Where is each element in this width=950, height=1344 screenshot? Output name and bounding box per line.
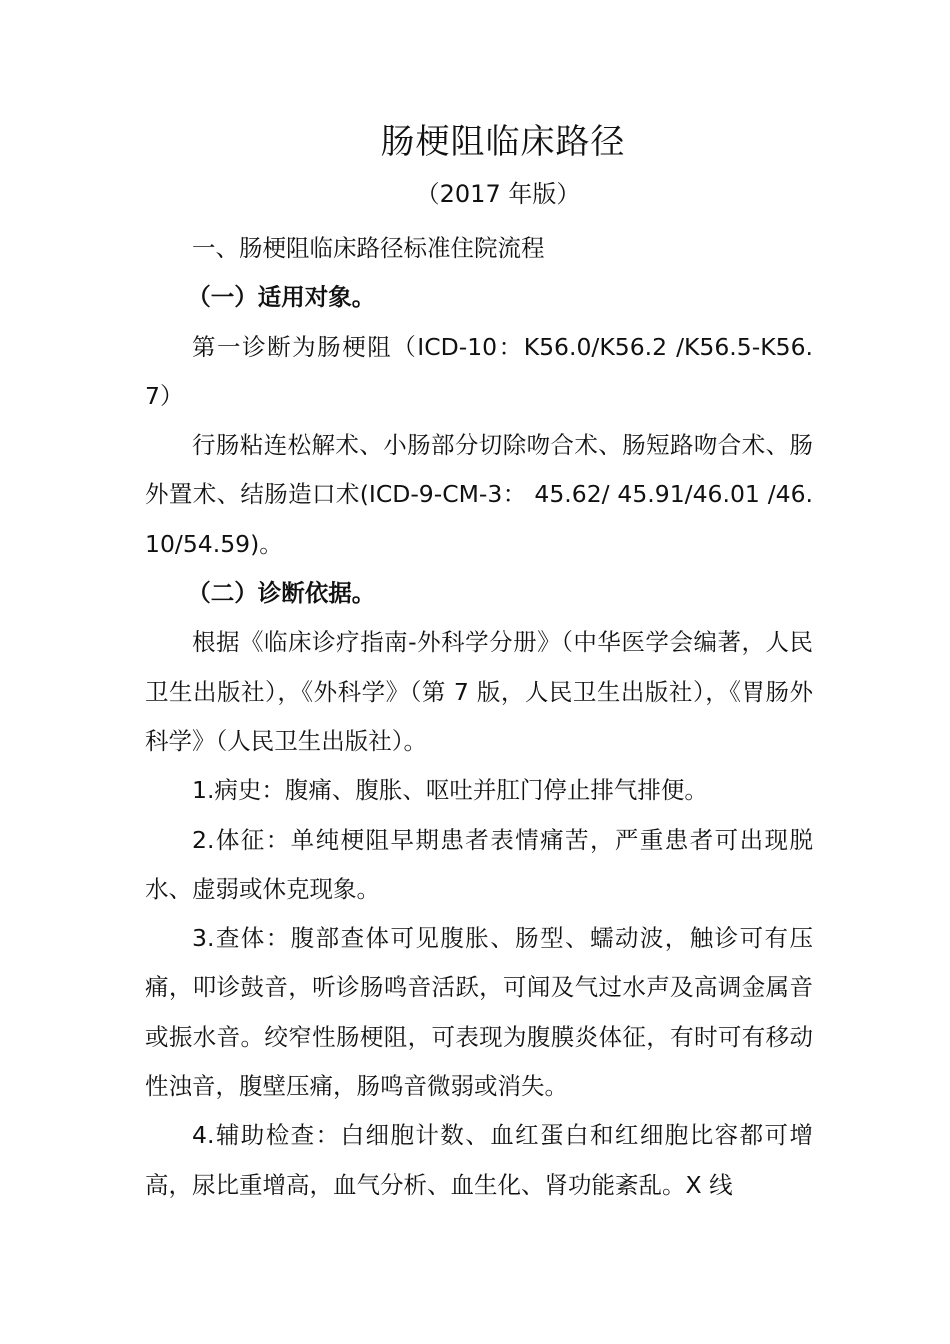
subsection-heading-diagnosis-basis: （二）诊断依据。 bbox=[187, 579, 376, 608]
document-subtitle: （2017 年版） bbox=[415, 180, 581, 208]
paragraph-history: 1.病史：腹痛、腹胀、呕吐并肛门停止排气排便。 bbox=[192, 776, 708, 805]
paragraph-auxiliary-tests: 4.辅助检查：白细胞计数、血红蛋白和红细胞比容都可增高，尿比重增高，血气分析、血生化、肾功能紊乱。X 线 bbox=[145, 1121, 813, 1199]
paragraph-references: 根据《临床诊疗指南-外科学分册》（中华医学会编著，人民卫生出版社），《外科学》（第 7 版，人民卫生出版社），《胃肠外科学》（人民卫生出版社）。 bbox=[145, 628, 813, 755]
paragraph-signs: 2.体征：单纯梗阻早期患者表情痛苦，严重患者可出现脱水、虚弱或休克现象。 bbox=[145, 825, 813, 903]
subsection-heading-applicable-objects: （一）适用对象。 bbox=[187, 283, 376, 312]
paragraph-procedures: 行肠粘连松解术、小肠部分切除吻合术、肠短路吻合术、肠外置术、结肠造口术(ICD-9-CM-3： 45.62/ 45.91/46.01 /46.10/54.59)。 bbox=[145, 431, 813, 558]
paragraph-first-diagnosis: 第一诊断为肠梗阻（ICD-10：K56.0/K56.2 /K56.5-K56.7） bbox=[145, 332, 813, 410]
document-title: 肠梗阻临床路径 bbox=[380, 122, 626, 162]
section-heading-1: 一、肠梗阻临床路径标准住院流程 bbox=[192, 234, 545, 262]
document-body bbox=[145, 224, 813, 1210]
paragraph-examination: 3.查体：腹部查体可见腹胀、肠型、蠕动波，触诊可有压痛，叩诊鼓音，听诊肠鸣音活跃，可闻及气过水声及高调金属音或振水音。绞窄性肠梗阻，可表现为腹膜炎体征，有时可有移动性浊音，腹壁压痛，肠鸣音微弱或消失。 bbox=[145, 924, 813, 1101]
